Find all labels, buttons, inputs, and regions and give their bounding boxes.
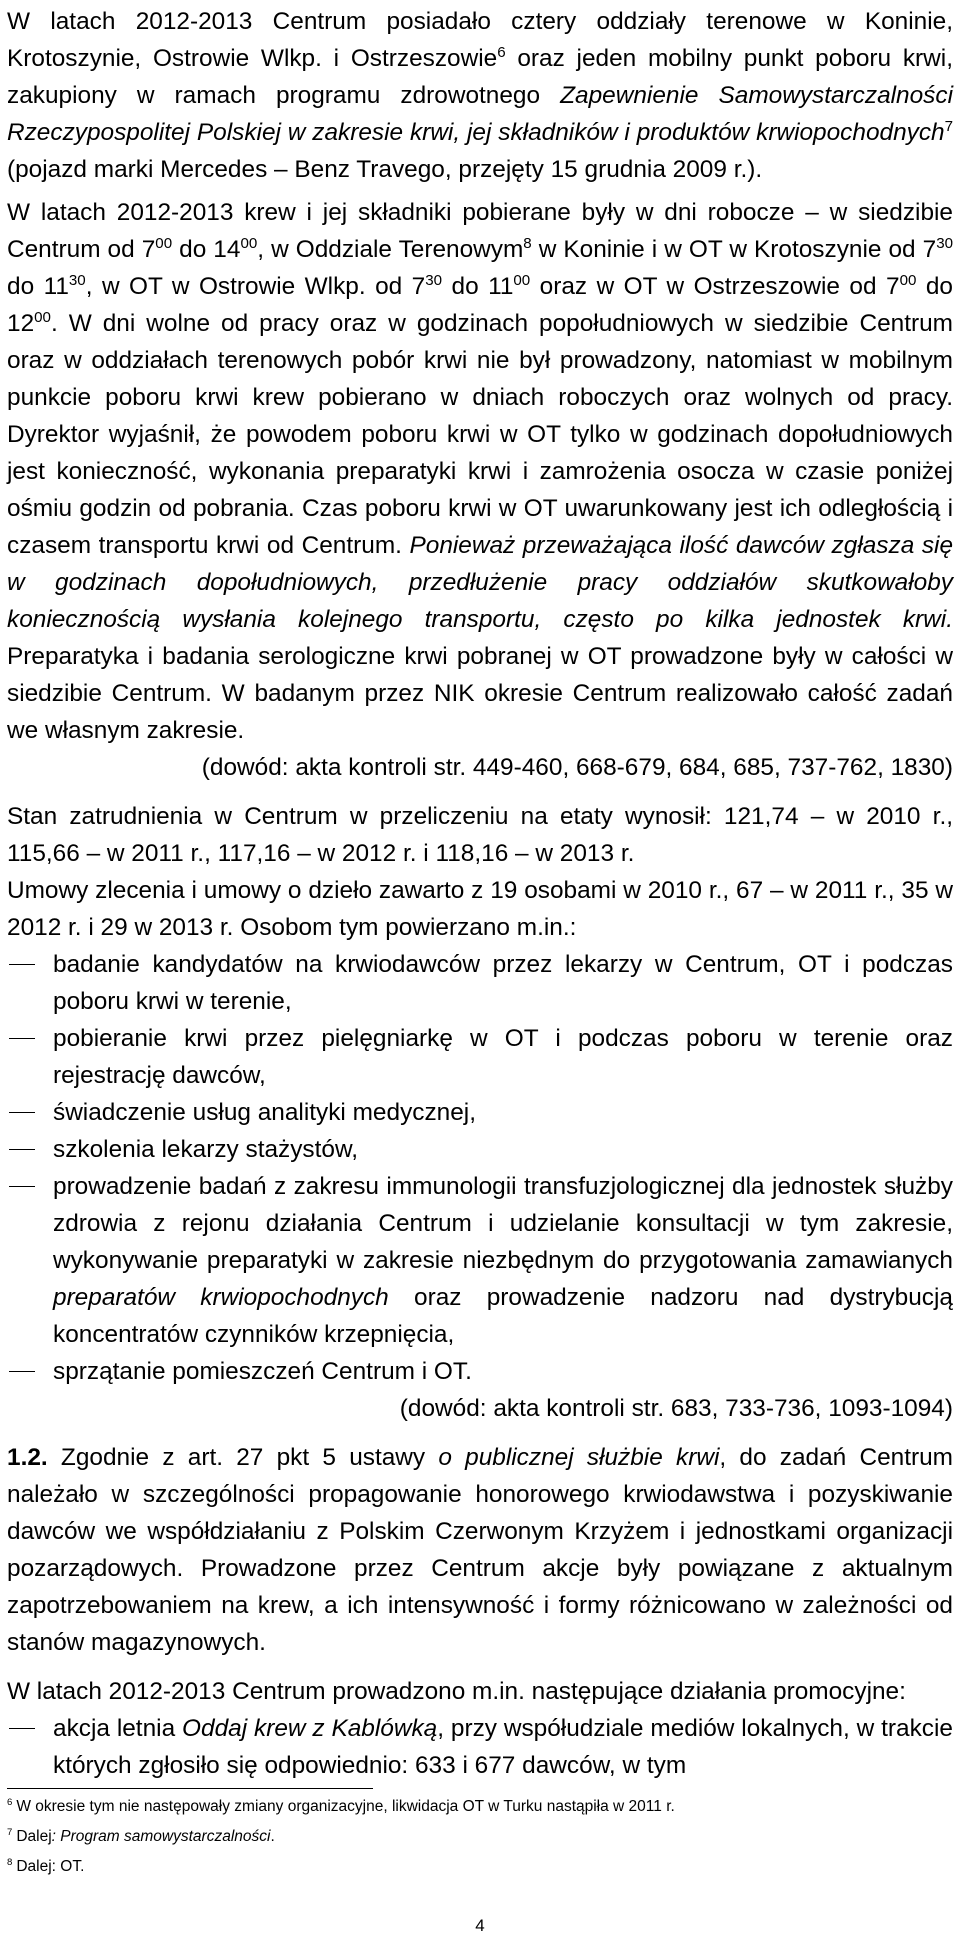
list-item: szkolenia lekarzy stażystów,: [7, 1131, 953, 1168]
evidence-note-1: (dowód: akta kontroli str. 449-460, 668-679, 684, 685, 737-762, 1830): [201, 754, 953, 781]
paragraph-promotion: W latach 2012-2013 Centrum prowadzono m.in. następujące działania promocyjne:: [7, 1678, 906, 1705]
section-number: 1.2.: [7, 1444, 48, 1471]
list-item: świadczenie usług analityki medycznej,: [7, 1094, 953, 1131]
footnotes: [7, 1792, 953, 1882]
footnote-6: $^6$ W okresie tym nie następowały zmiany organizacyjne, likwidacja OT w Turku nastąpiła w 2011 r.: [7, 1796, 675, 1815]
list-item: pobieranie krwi przez pielęgniarkę w OT i podczas poboru w terenie oraz rejestrację dawców,: [7, 1020, 953, 1094]
paragraph-branches: W latach 2012-2013 Centrum posiadało cztery oddziały terenowe w Koninie, Krotoszynie, Ostrowie Wlkp. i Ostrzeszowie$^6$ oraz jeden mobilny punkt poboru krwi, zakupiony w ramach programu zdrowotnego Zapewnienie Samowystarczalności Rzeczypospolitej Polskiej w zakresie krwi, jej składników i produktów krwiopochodnych$^7$ (pojazd marki Mercedes – Benz Travego, przejęty 15 grudnia 2009 r.).: [7, 8, 953, 183]
paragraph-section-1-2: 1.2. Zgodnie z art. 27 pkt 5 ustawy o publicznej służbie krwi, do zadań Centrum należało w szczególności propagowanie honorowego krwiodawstwa i pozyskiwanie dawców we współdziałaniu z Polskim Czerwonym Krzyżem i jednostkami organizacji pozarządowych. Prowadzone przez Centrum akcje były powiązane z aktualnym zapotrzebowaniem na krew, a ich intensywność i formy różnicowano w zależności od stanów magazynowych.: [7, 1444, 954, 1656]
page-number: 4: [475, 1916, 485, 1935]
paragraph-employment: Stan zatrudnienia w Centrum w przeliczeniu na etaty wynosił: 121,74 – w 2010 r., 115,66 – w 2011 r., 117,16 – w 2012 r. i 118,16 – w 2013 r.: [7, 803, 953, 867]
list-item: akcja letnia Oddaj krew z Kablówką, przy współudziale mediów lokalnych, w trakcie których zgłosiło się odpowiednio: 633 i 677 dawców, w tym: [7, 1710, 953, 1784]
footnote-ref-8[interactable]: 8: [523, 234, 532, 252]
paragraph-collection-hours: W latach 2012-2013 krew i jej składniki pobierane były w dni robocze – w siedzibie Centrum od $7^{00}$ do $14^{00}$, w Oddziale Terenowym$^8$ w Koninie i w OT w Krotoszynie od $7^{30}$ do $11^{30}$, w OT w Ostrowie Wlkp. od $7^{30}$ do $11^{00}$ oraz w OT w Ostrzeszowie od $7^{00}$ do $12^{00}$. W dni wolne od pracy oraz w godzinach popołudniowych w siedzibie Centrum oraz w oddziałach terenowych pobór krwi nie był prowadzony, natomiast w mobilnym punkcie poboru krwi krew pobierano w dniach roboczych oraz wolnych od pracy. Dyrektor wyjaśnił, że powodem poboru krwi w OT tylko w godzinach dopołudniowych jest konieczność, wykonania preparatyki krwi i zamrożenia osocza w czasie poniżej ośmiu godzin od pobrania. Czas poboru krwi w OT uwarunkowany jest ich odległością i czasem transportu krwi od Centrum. Ponieważ przeważająca ilość dawców zgłasza się w godzinach dopołudniowych, przedłużenie pracy oddziałów skutkowałoby koniecznością wysłania kolejnego transportu, często po kilka jednostek krwi. Preparatyka i badania serologiczne krwi pobranej w OT prowadzone były w całości w siedzibie Centrum. W badanym przez NIK okresie Centrum realizowało całość zadań we własnym zakresie.: [7, 199, 954, 744]
list-item: prowadzenie badań z zakresu immunologii transfuzjologicznej dla jednostek służby zdrowia z rejonu działania Centrum i udzielanie konsultacji w tym zakresie, wykonywanie preparatyki w zakresie niezbędnym do przygotowania zamawianych preparatów krwiopochodnych oraz prowadzenie nadzoru nad dystrybucją koncentratów czynników krzepnięcia,: [7, 1168, 953, 1353]
footnote-ref-6[interactable]: 6: [497, 43, 506, 61]
list-item: sprzątanie pomieszczeń Centrum i OT.: [7, 1353, 953, 1390]
footnote-ref-7[interactable]: 7: [944, 117, 953, 135]
paragraph-contracts: Umowy zlecenia i umowy o dzieło zawarto z 19 osobami w 2010 r., 67 – w 2011 r., 35 w 2012 r. i 29 w 2013 r. Osobom tym powierzano m.in.:: [7, 877, 953, 941]
footnote-8: $^8$ Dalej: OT.: [7, 1856, 85, 1875]
evidence-note-2: (dowód: akta kontroli str. 683, 733-736, 1093-1094): [399, 1395, 953, 1422]
footnote-separator: [7, 1788, 373, 1789]
promotion-list: [7, 1710, 953, 1784]
main-text: [7, 3, 953, 1784]
footnote-7: $^7$ Dalej: Program samowystarczalności.: [7, 1826, 275, 1845]
contracts-task-list: [7, 946, 953, 1390]
list-item: badanie kandydatów na krwiodawców przez lekarzy w Centrum, OT i podczas poboru krwi w terenie,: [7, 946, 953, 1020]
